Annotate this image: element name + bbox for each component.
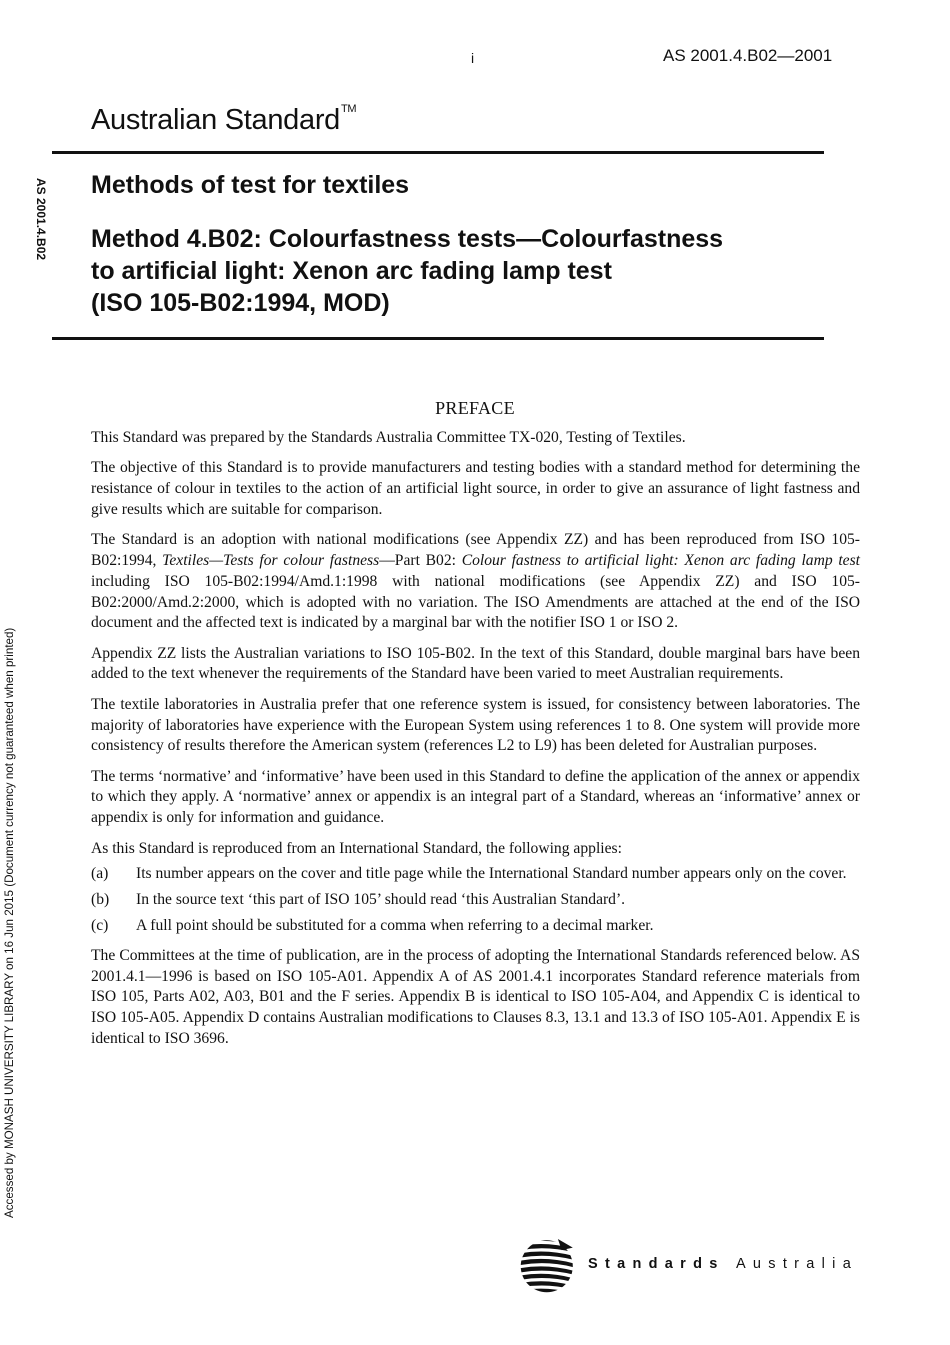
series-title: Methods of test for textiles [91,171,410,199]
method-title [91,223,851,319]
paragraph: Appendix ZZ lists the Australian variations to ISO 105-B02. In the text of this Standard, double marginal bars have been added to the text whenever the requirements of the Standard have been varied to meet Australian requirements. [91,644,860,683]
preface-body [91,428,860,1059]
list-text: A full point should be substituted for a comma when referring to a decimal marker. [136,916,654,934]
method-title-line: to artificial light: Xenon arc fading lamp test [91,257,612,285]
list-item [91,916,860,937]
italic-title: Textiles—Tests for colour fastness [162,551,380,569]
bottom-rule [52,337,824,340]
paragraph [91,530,860,634]
paragraph: The terms ‘normative’ and ‘informative’ have been used in this Standard to define the application of the annex or appendix to which they apply. A ‘normative’ annex or appendix is an integral part of a Standard, whereas an ‘informative’ annex or appendix is only for information and guidance. [91,767,860,827]
list-item [91,890,860,911]
paragraph: The objective of this Standard is to provide manufacturers and testing bodies with a standard method for determining the resistance of colour in textiles to the action of an artificial light source, in order to give an assurance of light fastness and give results which are suitable for comparison. [91,459,860,518]
text-run: including ISO 105-B02:1994/Amd.1:1998 with national modifications (see Appendix ZZ) and ISO 105-B02:2000/Amd.2:2000, which is adopted with no variation. The ISO Amendments are attached at the end of the ISO document and the affected text is indicated by a marginal bar with the notifier ISO 1 or ISO 2. [91,572,860,632]
brand-title [91,104,356,137]
logo-word-standards: Standards [588,1256,725,1272]
access-watermark-note: Accessed by MONASH UNIVERSITY LIBRARY on 16 Jun 2015 (Document currency not guaranteed when printed) [3,627,16,1219]
preface-heading: PREFACE [435,398,515,418]
method-title-line: Method 4.B02: Colourfastness tests—Colourfastness [91,225,724,253]
list-item [91,864,860,885]
trademark-mark: TM [341,103,357,116]
paragraph: This Standard was prepared by the Standards Australia Committee TX-020, Testing of Textiles. [91,429,686,446]
spine-document-id: AS 2001.4.B02 [34,178,48,261]
list-marker: (a) [91,865,109,883]
list-marker: (b) [91,891,110,909]
paragraph: As this Standard is reproduced from an International Standard, the following applies: [91,839,622,857]
italic-title: Colour fastness to artificial light: Xenon arc fading lamp test [461,551,861,569]
standards-australia-logo-icon [517,1234,579,1296]
page-number: i [471,50,475,66]
logo-word-australia: Australia [735,1256,859,1272]
document-identifier: AS 2001.4.B02—2001 [663,46,833,65]
brand-name: Australian Standard [91,104,341,136]
text-run: The Standard is an adoption with national modifications (see Appendix ZZ) and has been reproduced from ISO 105-B02:1994, [91,531,860,569]
variation-list [91,864,860,936]
method-title-line: (ISO 105-B02:1994, MOD) [91,289,390,317]
paragraph: The textile laboratories in Australia prefer that one reference system is issued, for consistency between laboratories. The majority of laboratories have experience with the European System using references 1 to 8. One system will provide more consistency of results therefore the American system (references L2 to L9) has been deleted for Australian purposes. [91,695,860,755]
list-marker: (c) [91,916,109,934]
paragraph: The Committees at the time of publication, are in the process of adopting the International Standards referenced below. AS 2001.4.1—1996 is based on ISO 105-A01. Appendix A of AS 2001.4.1 incorporates Standard reference materials from ISO 105, Parts A02, A03, B01 and the F series. Appendix B is identical to ISO 105-A04, and Appendix C is identical to ISO 105-A05. Appendix D contains Australian modifications to Clauses 8.3, 13.1 and 13.3 of ISO 105-A01. Appendix E is identical to ISO 3696. [91,946,860,1047]
list-text: In the source text ‘this part of ISO 105’ should read ‘this Australian Standard’. [136,891,626,909]
list-text: Its number appears on the cover and title page while the International Standard number appears only on the cover. [136,865,847,883]
top-rule [52,151,824,154]
text-run: —Part B02: [379,551,462,569]
logo-wordmark [588,1256,858,1272]
